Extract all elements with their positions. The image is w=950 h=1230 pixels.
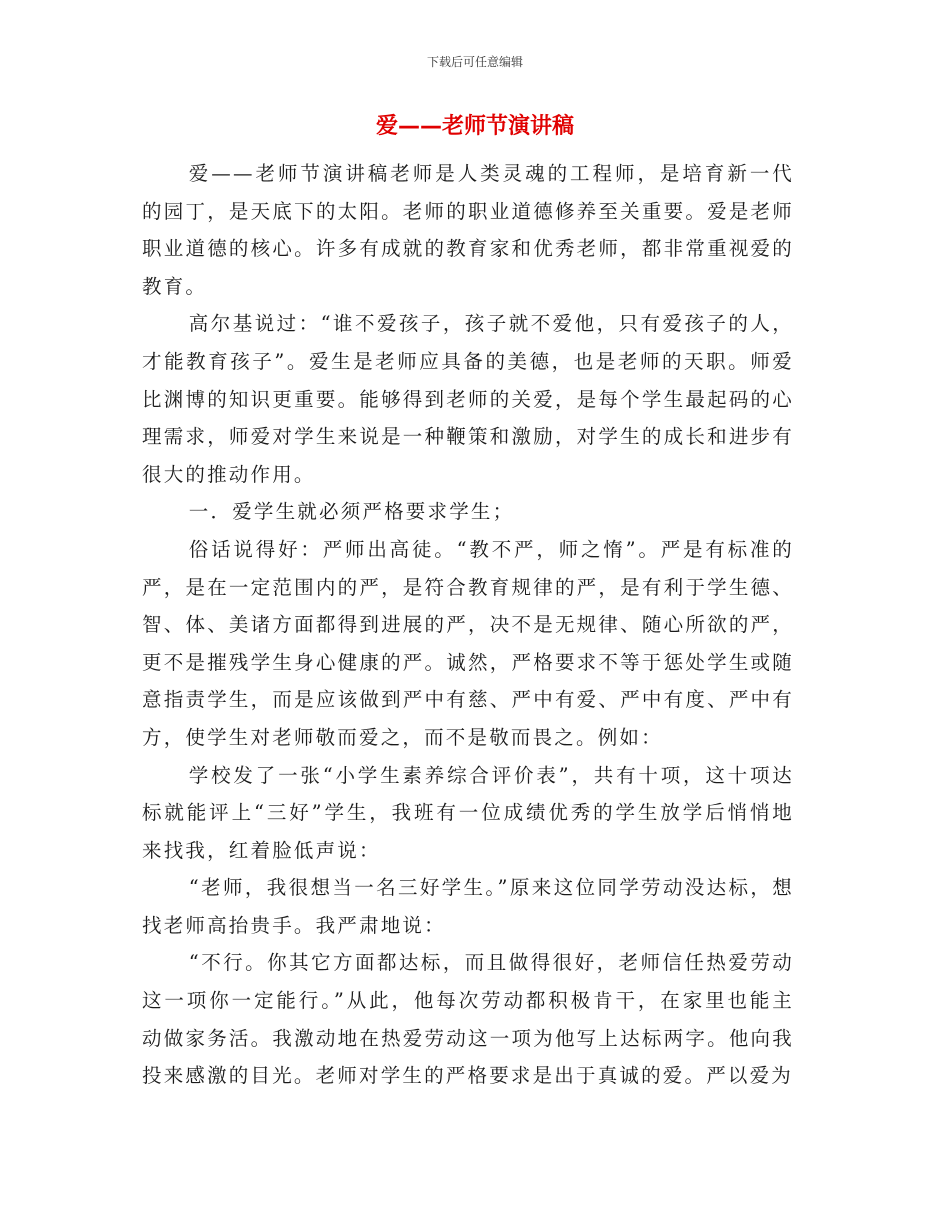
paragraph: 高尔基说过：“谁不爱孩子，孩子就不爱他，只有爱孩子的人，才能教育孩子”。爱生是老师应具备的美德，也是老师的天职。师爱比渊博的知识更重要。能够得到老师的关爱，是每个学生最起码的心理需求，师爱对学生来说是一种鞭策和激励，对学生的成长和进步有很大的推动作用。 xyxy=(142,312,794,486)
section-heading: 一．爱学生就必须严格要求学生； xyxy=(188,500,515,524)
paragraph: 学校发了一张“小学生素养综合评价表”，共有十项，这十项达标就能评上“三好”学生，我班有一位成绩优秀的学生放学后悄悄地来找我，红着脸低声说： xyxy=(142,763,794,862)
document-body xyxy=(142,155,794,1095)
paragraph: “不行。你其它方面都达标，而且做得很好，老师信任热爱劳动这一项你一定能行。”从此，他每次劳动都积极肯干，在家里也能主动做家务活。我激动地在热爱劳动这一项为他写上达标两字。他向我投来感激的目光。老师对学生的严格要求是出于真诚的爱。严以爱为 xyxy=(142,951,794,1088)
page-header: 下载后可任意编辑 xyxy=(426,55,523,69)
document-title: 爱——老师节演讲稿 xyxy=(375,114,574,139)
paragraph: 俗话说得好：严师出高徒。“教不严，师之惰”。严是有标准的严，是在一定范围内的严，是符合教育规律的严，是有利于学生德、智、体、美诸方面都得到进展的严，决不是无规律、随心所欲的严，更不是摧残学生身心健康的严。诚然，严格要求不等于惩处学生或随意指责学生，而是应该做到严中有慈、严中有爱、严中有度、严中有方，使学生对老师敬而爱之，而不是敬而畏之。例如： xyxy=(142,537,794,749)
paragraph: 爱——老师节演讲稿老师是人类灵魂的工程师，是培育新一代的园丁，是天底下的太阳。老师的职业道德修养至关重要。爱是老师职业道德的核心。许多有成就的教育家和优秀老师，都非常重视爱的教育。 xyxy=(142,162,794,298)
paragraph: “老师，我很想当一名三好学生。”原来这位同学劳动没达标，想找老师高抬贵手。我严肃地说： xyxy=(142,876,794,937)
